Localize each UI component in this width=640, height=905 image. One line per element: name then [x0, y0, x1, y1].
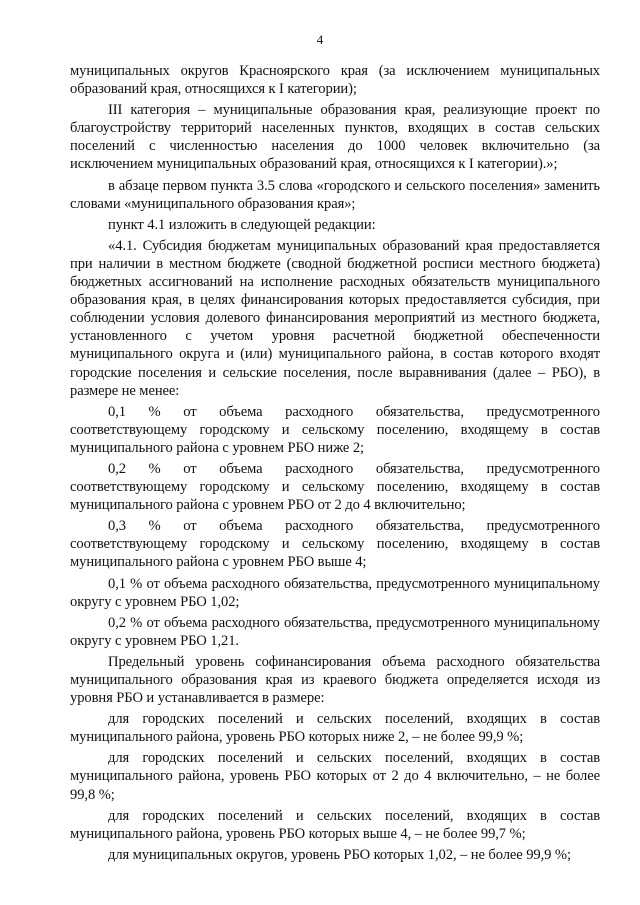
paragraph-2: III категория – муниципальные образования края, реализующие проект по благоустройству территорий населенных пунктов, входящих в состав сельских поселений с численностью населения до 1000 человек включительно (за исключением муниципальных образований края, относящихся к I категории).»;: [70, 102, 600, 173]
paragraph-1: муниципальных округов Красноярского края (за исключением муниципальных образований края, относящихся к I категории);: [70, 63, 600, 98]
paragraph-13: для городских поселений и сельских поселений, входящих в состав муниципального района, уровень РБО которых от 2 до 4 включительно, – не более 99,8 %;: [70, 750, 600, 803]
paragraph-5: «4.1. Субсидия бюджетам муниципальных образований края предоставляется при наличии в местном бюджете (сводной бюджетной росписи местного бюджета) бюджетных ассигнований на исполнение расходных обязательств муниципального образования края, в целях финансирования которых предоставляется субсидия, при соблюдении условия долевого финансирования мероприятий из местного бюджета, установленного с учетом уровня расчетной бюджетной обеспеченности муниципального округа и (или) муниципального района, в состав которого входят городские поселения и сельские поселения, после выравнивания (далее – РБО), в размере не менее:: [70, 237, 600, 399]
document-body: [70, 62, 600, 867]
paragraph-3: в абзаце первом пункта 3.5 слова «городского и сельского поселения» заменить словами «муниципального образования края»;: [70, 177, 600, 212]
paragraph-10: 0,2 % от объема расходного обязательства, предусмотренного муниципальному округу с уровнем РБО 1,21.: [70, 614, 600, 649]
paragraph-6: 0,1 % от объема расходного обязательства, предусмотренного соответствующему городскому и сельскому поселению, входящему в состав муниципального района с уровнем РБО ниже 2;: [70, 403, 600, 456]
paragraph-4: пункт 4.1 изложить в следующей редакции:: [108, 216, 376, 233]
paragraph-14: для городских поселений и сельских поселений, входящих в состав муниципального района, уровень РБО которых выше 4, – не более 99,7 %;: [70, 807, 600, 842]
paragraph-9: 0,1 % от объема расходного обязательства, предусмотренного муниципальному округу с уровнем РБО 1,02;: [70, 575, 600, 610]
paragraph-15: для муниципальных округов, уровень РБО которых 1,02, – не более 99,9 %;: [108, 846, 571, 863]
page-number: 4: [316, 32, 324, 47]
paragraph-7: 0,2 % от объема расходного обязательства, предусмотренного соответствующему городскому и сельскому поселению, входящему в состав муниципального района с уровнем РБО от 2 до 4 включительно;: [70, 460, 600, 514]
paragraph-11: Предельный уровень софинансирования объема расходного обязательства муниципального образования края из краевого бюджета определяется исходя из уровня РБО и устанавливается в размере:: [70, 653, 600, 707]
paragraph-8: 0,3 % от объема расходного обязательства, предусмотренного соответствующему городскому и сельскому поселению, входящему в состав муниципального района с уровнем РБО выше 4;: [70, 518, 600, 571]
paragraph-12: для городских поселений и сельских поселений, входящих в состав муниципального района, уровень РБО которых ниже 2, – не более 99,9 %;: [70, 711, 600, 746]
